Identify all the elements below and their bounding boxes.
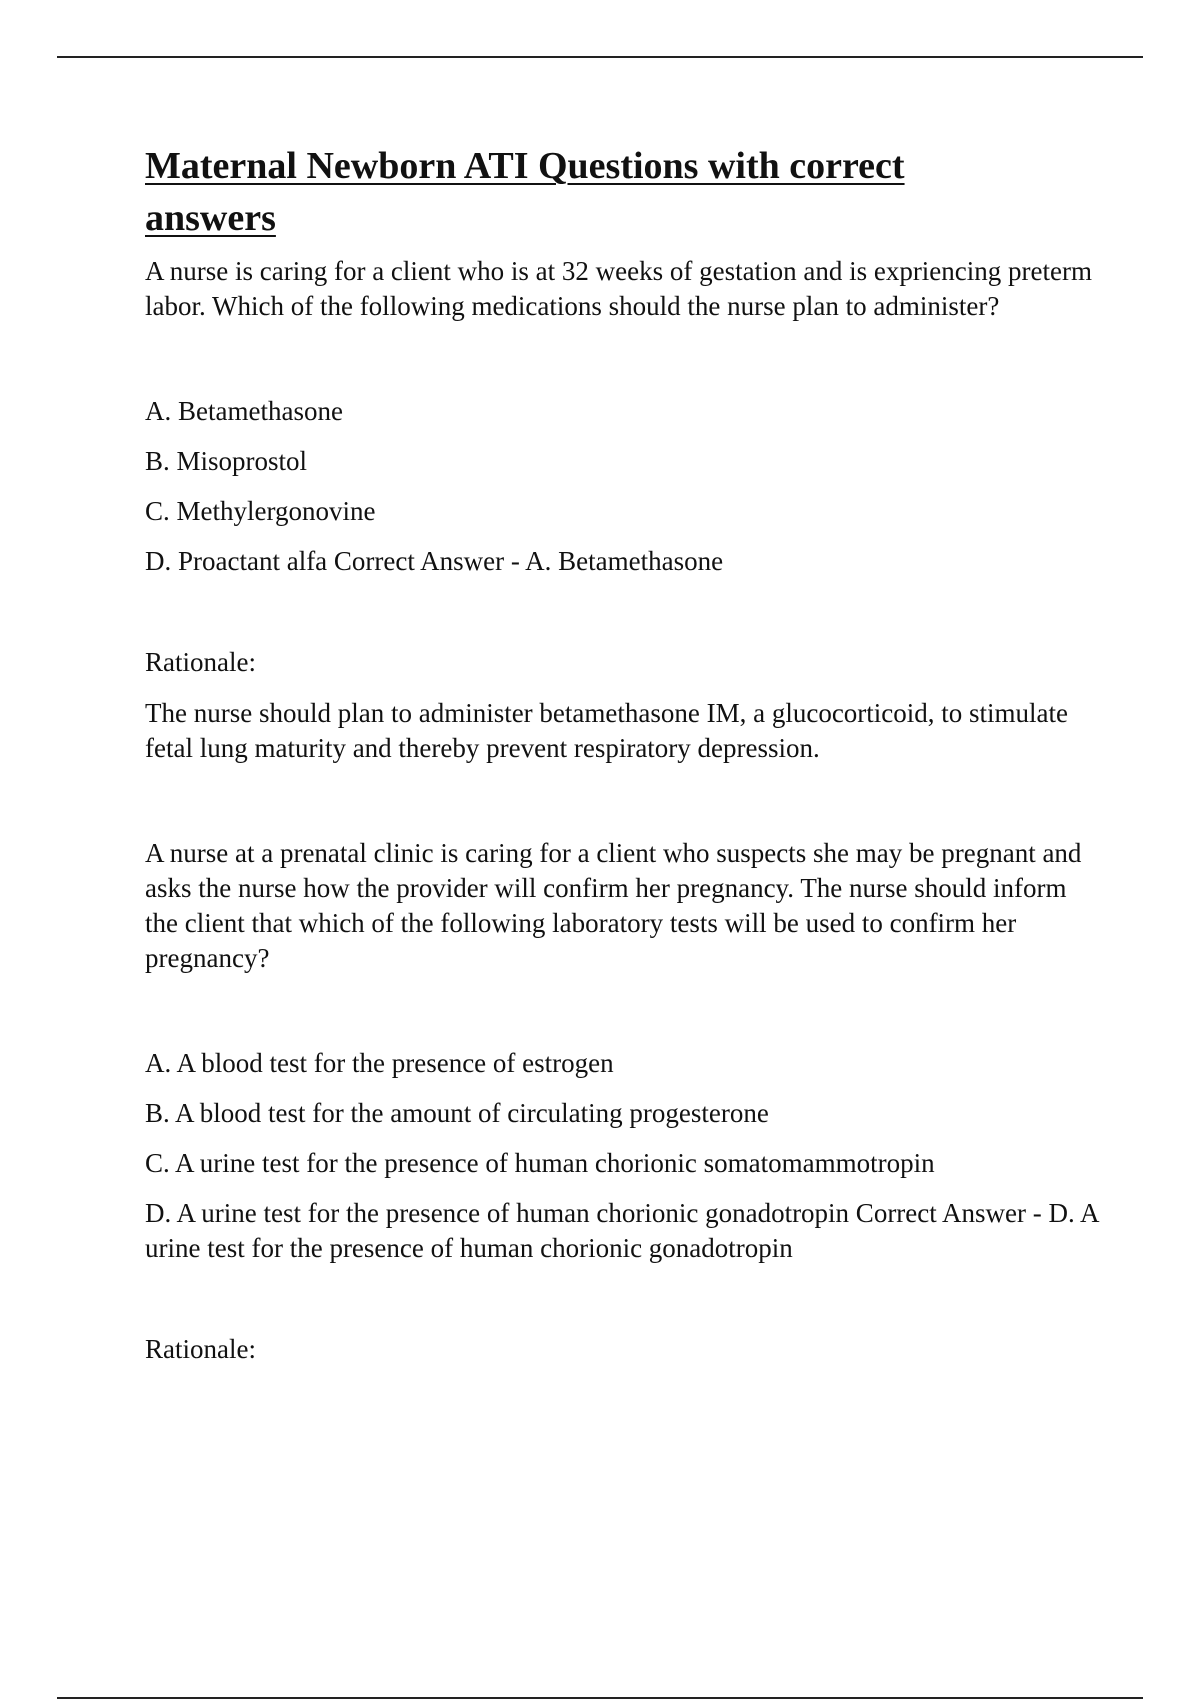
question-1-option-b: B. Misoprostol [145,446,308,476]
question-1-option-c: C. Methylergonovine [145,496,376,526]
question-2-stem: A nurse at a prenatal clinic is caring for a client who suspects she may be pregnant and asks the nurse how the provider will confirm her pregnancy. The nurse should inform the client that which of the following laboratory tests will be used to confirm her pregnancy? [145,838,1082,973]
question-1-rationale-text: The nurse should plan to administer betamethasone IM, a glucocorticoid, to stimulate fetal lung maturity and thereby prevent respiratory depression. [145,698,1069,763]
question-1-stem: A nurse is caring for a client who is at 32 weeks of gestation and is expriencing preterm labor. Which of the following medications should the nurse plan to administer? [145,256,1092,321]
document-title: Maternal Newborn ATI Questions with correct answers [145,145,905,239]
question-2-option-b: B. A blood test for the amount of circulating progesterone [145,1098,769,1128]
question-2-option-c: C. A urine test for the presence of human chorionic somatomammotropin [145,1148,935,1178]
question-2 [145,836,1105,1367]
question-2-option-d: D. A urine test for the presence of human chorionic gonadotropin Correct Answer - D. A urine test for the presence of human chorionic gonadotropin [145,1198,1099,1263]
question-1-option-a: A. Betamethasone [145,396,343,426]
question-1-rationale-label: Rationale: [145,647,256,677]
question-1 [145,254,1105,766]
top-rule [57,56,1143,58]
question-2-option-a: A. A blood test for the presence of estrogen [145,1048,614,1078]
bottom-rule [57,1697,1143,1699]
document-body [145,140,1105,1383]
question-1-option-d: D. Proactant alfa Correct Answer - A. Betamethasone [145,546,724,576]
question-2-rationale-label: Rationale: [145,1334,256,1364]
